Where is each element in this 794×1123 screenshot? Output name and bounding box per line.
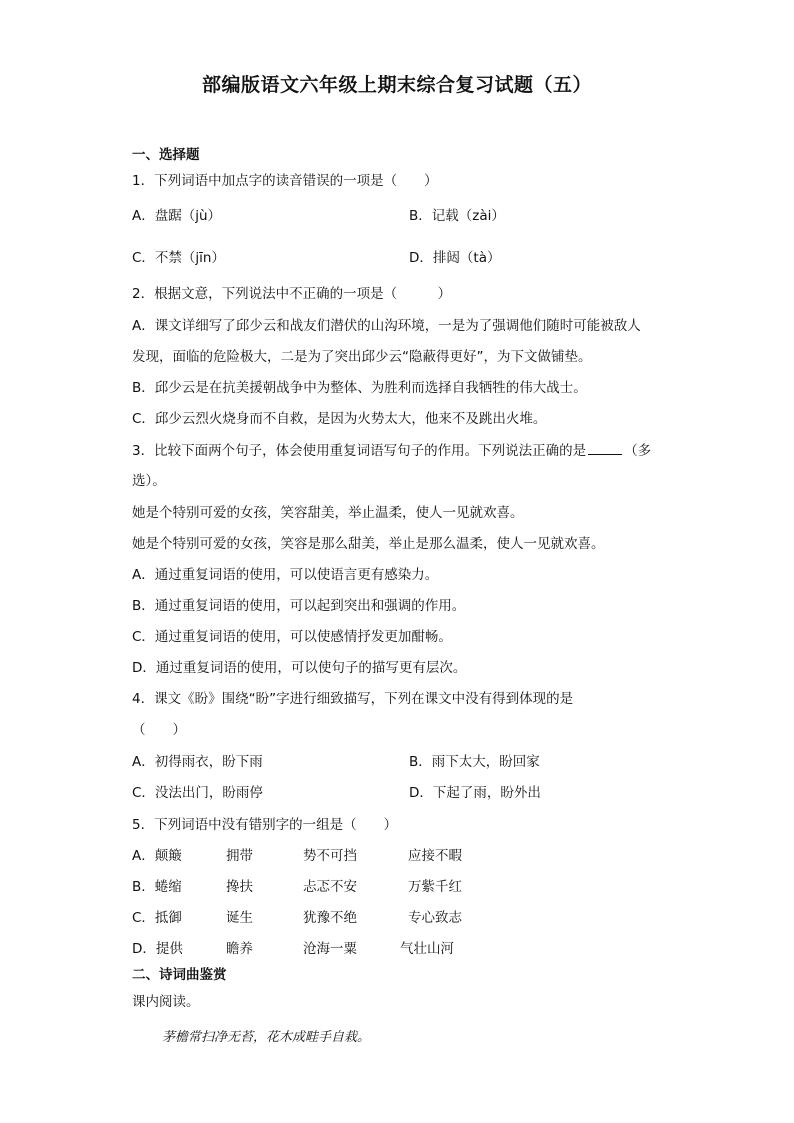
q2-option-b: B．邱少云是在抗美援朝战争中为整体、为胜利而选择自我牺牲的伟大战士。	[132, 380, 587, 396]
q1-option-b: B．记载（zài）	[409, 208, 505, 224]
q2-option-a-line1: A．课文详细写了邱少云和战友们潜伏的山沟环境，一是为了强调他们随时可能被敌人	[132, 318, 641, 334]
q5-word: 搀扶	[226, 879, 253, 895]
q5-word: 气壮山河	[400, 941, 454, 957]
q5-word: 犹豫不绝	[303, 910, 357, 926]
q2-stem: 2．根据文意，下列说法中不正确的一项是（ ）	[132, 286, 452, 302]
q3-stem-line2: 选）。	[132, 473, 166, 489]
q5-option-row	[132, 878, 472, 896]
q1-option-a: A．盘踞（jù）	[132, 208, 222, 224]
q5-word: 诞生	[226, 910, 253, 926]
reading-instruction: 课内阅读。	[132, 994, 200, 1010]
q5-stem: 5．下列词语中没有错别字的一组是（ ）	[132, 817, 398, 833]
q5-option-row	[132, 940, 472, 958]
q1-stem: 1．下列词语中加点字的读音错误的一项是（ ）	[132, 173, 438, 189]
page-title: 部编版语文六年级上期末综合复习试题（五）	[201, 74, 592, 96]
q5-word: 沧海一粟	[303, 941, 357, 957]
q3-sentence-1: 她是个特别可爱的女孩，笑容甜美，举止温柔，使人一见就欢喜。	[132, 505, 524, 521]
q3-option-b: B．通过重复词语的使用，可以起到突出和强调的作用。	[132, 598, 466, 614]
q2-option-c: C．邱少云烈火烧身而不自救，是因为火势太大，他来不及跳出火堆。	[132, 411, 547, 427]
q3-option-d: D．通过重复词语的使用，可以使句子的描写更有层次。	[132, 660, 467, 676]
answer-blank[interactable]	[588, 441, 622, 455]
q5-word: A．颠簸	[132, 848, 182, 864]
q5-word: 瞻养	[226, 941, 253, 957]
section-heading-poetry: 二、诗词曲鉴赏	[132, 967, 227, 983]
q5-word: B．蜷缩	[132, 879, 182, 895]
q5-word: 专心致志	[408, 910, 462, 926]
q5-option-row	[132, 909, 472, 927]
q5-word: D．提供	[132, 941, 183, 957]
poem-line: 茅檐常扫净无苔，花木成畦手自栽。	[162, 1030, 371, 1045]
q4-option-a: A．初得雨衣，盼下雨	[132, 754, 263, 770]
q5-word: C．抵御	[132, 910, 182, 926]
q3-sentence-2: 她是个特别可爱的女孩，笑容是那么甜美，举止是那么温柔，使人一见就欢喜。	[132, 536, 605, 552]
q5-word: 拥带	[226, 848, 253, 864]
q4-option-c: C．没法出门，盼雨停	[132, 785, 263, 801]
q1-option-c: C．不禁（jīn）	[132, 250, 225, 266]
q5-word: 万紫千红	[408, 879, 462, 895]
q5-option-row	[132, 847, 472, 865]
q4-stem: 4．课文《盼》围绕“盼”字进行细致描写，下列在课文中没有得到体现的是	[132, 691, 574, 707]
q5-word: 应接不暇	[408, 848, 462, 864]
q4-option-d: D．下起了雨，盼外出	[409, 785, 541, 801]
q1-option-d: D．排闼（tà）	[409, 250, 501, 266]
q3-option-a: A．通过重复词语的使用，可以使语言更有感染力。	[132, 567, 439, 583]
q4-paren: （ ）	[132, 722, 186, 738]
q3-stem	[132, 441, 651, 460]
q3-stem-text: 3．比较下面两个句子，体会使用重复词语写句子的作用。下列说法正确的是	[132, 443, 587, 459]
section-heading-choice: 一、选择题	[132, 147, 200, 163]
q2-option-a-line2: 发现，面临的危险极大，二是为了突出邱少云“隐蔽得更好”，为下文做铺垫。	[132, 349, 592, 365]
q3-option-c: C．通过重复词语的使用，可以使感情抒发更加酣畅。	[132, 629, 452, 645]
q3-stem-tail: （多	[624, 443, 652, 459]
q5-word: 势不可挡	[303, 848, 357, 864]
q4-option-b: B．雨下太大，盼回家	[409, 754, 540, 770]
q5-word: 忐忑不安	[303, 879, 357, 895]
